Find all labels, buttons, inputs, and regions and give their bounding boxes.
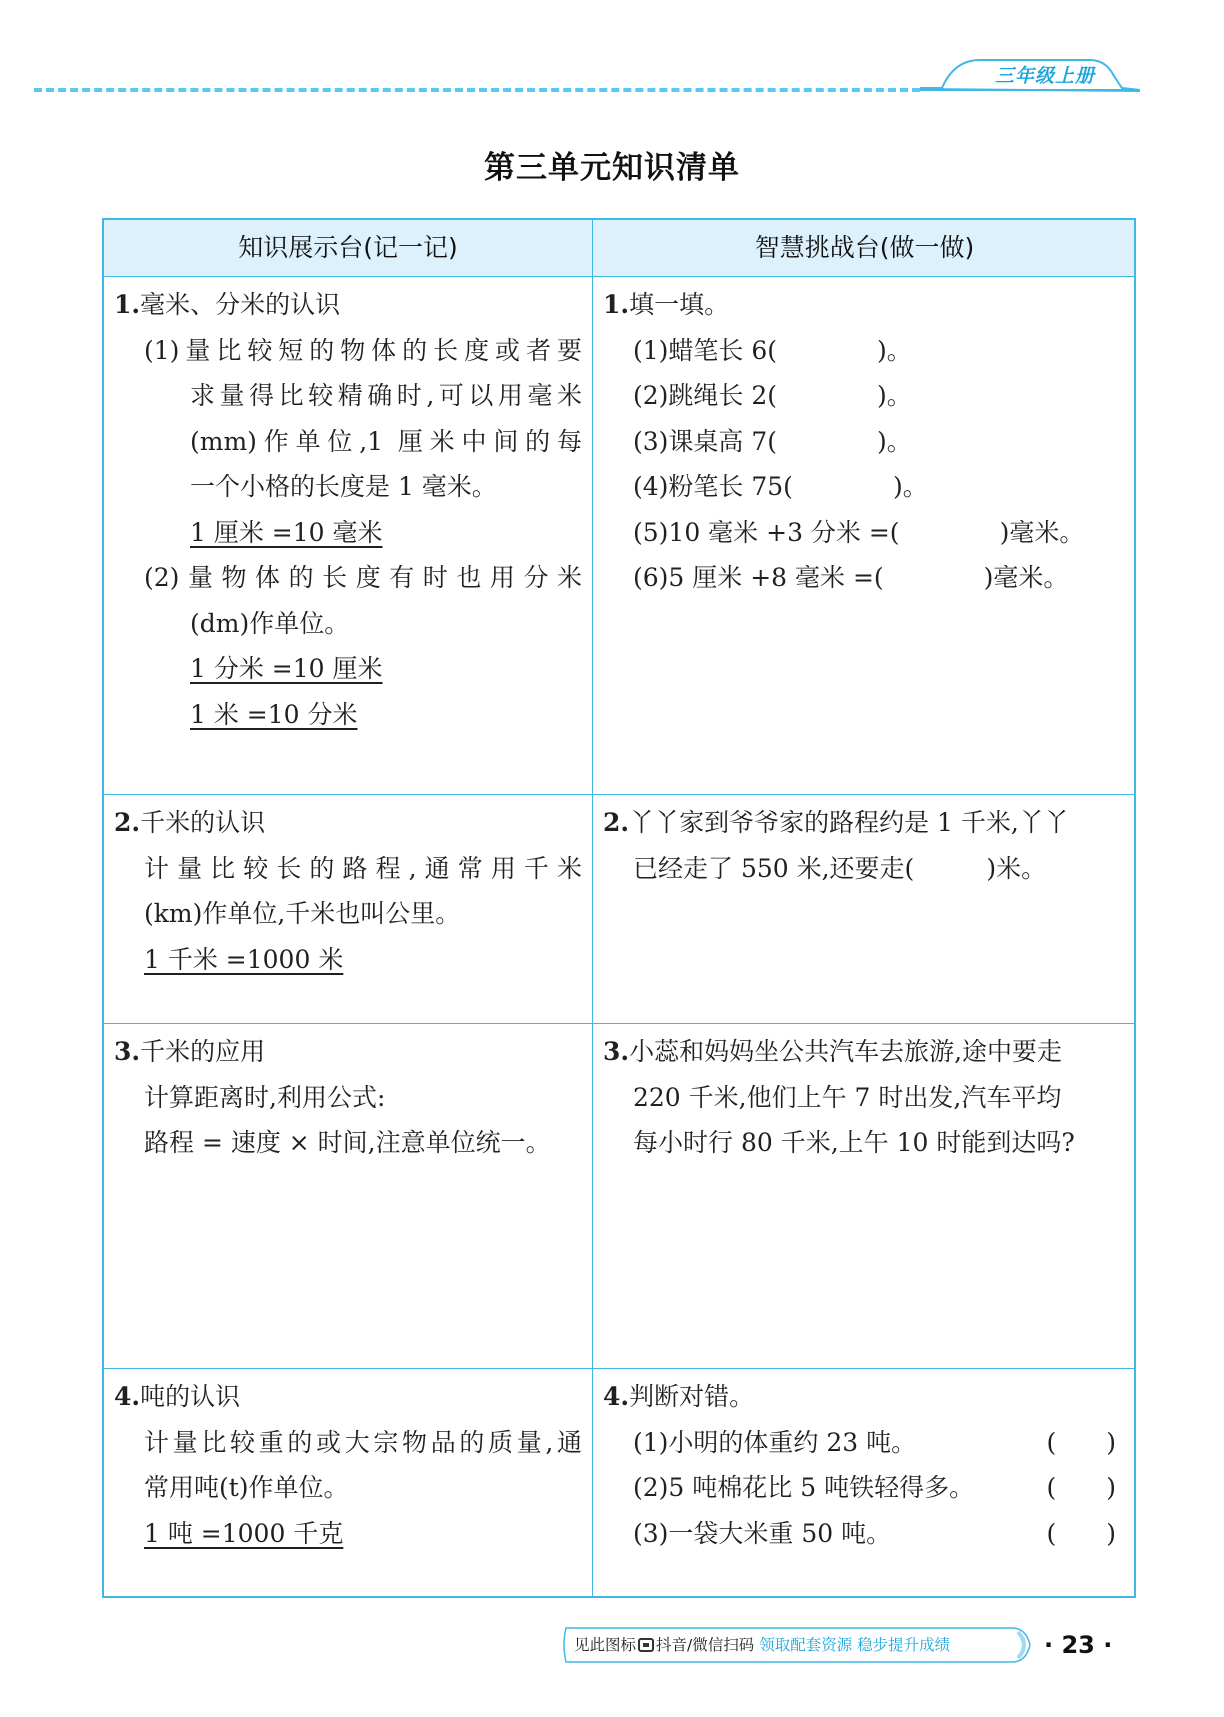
judge-question xyxy=(603,1511,1126,1557)
question-text: (3)一袋大米重 50 吨。 xyxy=(633,1518,892,1548)
row2-left-cell xyxy=(104,800,592,982)
footer-text-c: 领取配套资源 稳步提升成绩 xyxy=(759,1636,951,1654)
item-number: 3. xyxy=(603,1037,630,1066)
question-text: )米。 xyxy=(986,853,1047,883)
fill-question xyxy=(603,419,1126,465)
page-title: 第三单元知识清单 xyxy=(484,150,740,186)
question-text: )。 xyxy=(892,472,928,501)
row3-right-cell xyxy=(593,1029,1136,1166)
question-text: )毫米。 xyxy=(999,517,1085,547)
answer-paren[interactable]: ( ) xyxy=(1046,1518,1116,1548)
page-number: · 23 · xyxy=(1044,1631,1113,1659)
row1-right-cell xyxy=(593,282,1136,601)
question-text: (2)5 吨棉花比 5 吨铁轻得多。 xyxy=(633,1473,975,1502)
row4-right-cell xyxy=(593,1374,1136,1556)
left-column-header: 知识展示台(记一记) xyxy=(238,233,458,262)
question-heading xyxy=(603,1374,1126,1420)
paragraph-line: 求量得比较精确时,可以用毫米 xyxy=(190,381,582,410)
row4-left-cell xyxy=(104,1374,592,1556)
formula: 1 吨 =1000 千克 xyxy=(144,1518,344,1548)
fill-question xyxy=(603,373,1126,419)
question-line xyxy=(603,800,1126,846)
item-number: 2. xyxy=(114,808,141,837)
formula: 1 厘米 =10 毫米 xyxy=(190,517,383,547)
question-text: )。 xyxy=(877,426,912,456)
row-divider xyxy=(104,1023,1134,1024)
fill-question xyxy=(603,328,1126,374)
question-text: (1)蜡笔长 6( xyxy=(633,335,778,365)
footer-text xyxy=(574,1633,950,1655)
item-number: 2. xyxy=(603,808,630,837)
row3-left-cell xyxy=(104,1029,592,1166)
header-dashed-line xyxy=(34,88,920,92)
paragraph-line: 一个小格的长度是 1 毫米。 xyxy=(190,472,497,501)
grade-label: 三年级上册 xyxy=(994,65,1095,87)
item-number: 4. xyxy=(114,1382,141,1411)
question-heading xyxy=(603,282,1126,328)
row-divider xyxy=(104,1368,1134,1369)
scan-icon xyxy=(638,1638,654,1652)
knowledge-table xyxy=(102,218,1136,1598)
paragraph-line: (1)量比较短的物体的长度或者要 xyxy=(144,335,582,365)
answer-paren[interactable]: ( ) xyxy=(1046,1427,1116,1457)
section-heading xyxy=(114,800,582,846)
question-text: )。 xyxy=(877,335,912,365)
question-text: (5)10 毫米 +3 分米 =( xyxy=(633,517,900,547)
judge-question xyxy=(603,1465,1126,1511)
item-number: 1. xyxy=(114,290,141,319)
question-text: (2)跳绳长 2( xyxy=(633,381,778,410)
judge-question xyxy=(603,1420,1126,1466)
heading-text: 填一填。 xyxy=(629,290,730,319)
paragraph-line: (dm)作单位。 xyxy=(190,608,350,638)
question-line xyxy=(603,1029,1126,1075)
question-line: 220 千米,他们上午 7 时出发,汽车平均 xyxy=(633,1082,1062,1112)
question-text: 小蕊和妈妈坐公共汽车去旅游,途中要走 xyxy=(629,1037,1063,1066)
formula: 1 米 =10 分米 xyxy=(190,699,358,729)
heading-text: 判断对错。 xyxy=(629,1382,755,1411)
fill-question xyxy=(603,510,1126,556)
answer-paren[interactable]: ( ) xyxy=(1046,1473,1116,1502)
question-text: (3)课桌高 7( xyxy=(633,426,778,456)
question-text: )。 xyxy=(877,381,912,410)
section-heading xyxy=(114,1029,582,1075)
heading-text: 千米的应用 xyxy=(140,1037,266,1066)
heading-text: 千米的认识 xyxy=(140,808,266,837)
question-text: (1)小明的体重约 23 吨。 xyxy=(633,1427,917,1457)
question-text: (4)粉笔长 75( xyxy=(633,472,793,501)
item-number: 4. xyxy=(603,1382,630,1411)
paragraph-line: 计量比较长的路程,通常用千米 xyxy=(144,853,582,883)
question-text: 丫丫家到爷爷家的路程约是 1 千米,丫丫 xyxy=(629,808,1069,837)
question-text: 已经走了 550 米,还要走( xyxy=(633,853,915,883)
fill-question xyxy=(603,555,1126,601)
item-number: 1. xyxy=(603,290,630,319)
section-heading xyxy=(114,1374,582,1420)
heading-text: 毫米、分米的认识 xyxy=(140,290,341,319)
formula: 1 千米 =1000 米 xyxy=(144,944,344,974)
question-text: (6)5 厘米 +8 毫米 =( xyxy=(633,563,884,592)
footer-text-b: 抖音/微信扫码 xyxy=(656,1636,755,1654)
right-column-header: 智慧挑战台(做一做) xyxy=(754,233,975,262)
item-number: 3. xyxy=(114,1037,141,1066)
row-divider xyxy=(104,276,1134,277)
paragraph-line: (2)量物体的长度有时也用分米 xyxy=(144,563,582,592)
paragraph-line: 计算距离时,利用公式: xyxy=(144,1082,386,1112)
heading-text: 吨的认识 xyxy=(140,1382,241,1411)
table-header-row xyxy=(104,220,1134,276)
section-heading xyxy=(114,282,582,328)
paragraph-line: 路程 = 速度 × 时间,注意单位统一。 xyxy=(144,1128,551,1157)
paragraph-line: (km)作单位,千米也叫公里。 xyxy=(144,899,461,928)
formula: 1 分米 =10 厘米 xyxy=(190,654,383,683)
paragraph-line: 计量比较重的或大宗物品的质量,通 xyxy=(144,1427,582,1457)
row2-right-cell xyxy=(593,800,1136,891)
row1-left-cell xyxy=(104,282,592,737)
paragraph-line: (mm)作单位,1 厘米中间的每 xyxy=(190,426,582,456)
question-text: )毫米。 xyxy=(983,563,1069,592)
question-line: 每小时行 80 千米,上午 10 时能到达吗? xyxy=(633,1128,1075,1157)
fill-question xyxy=(603,464,1126,510)
footer-banner xyxy=(560,1626,1032,1664)
header-grade-tab xyxy=(920,56,1140,100)
paragraph-line: 常用吨(t)作单位。 xyxy=(144,1473,349,1502)
row-divider xyxy=(104,794,1134,795)
question-line xyxy=(603,846,1126,892)
footer-text-a: 见此图标 xyxy=(574,1636,637,1654)
